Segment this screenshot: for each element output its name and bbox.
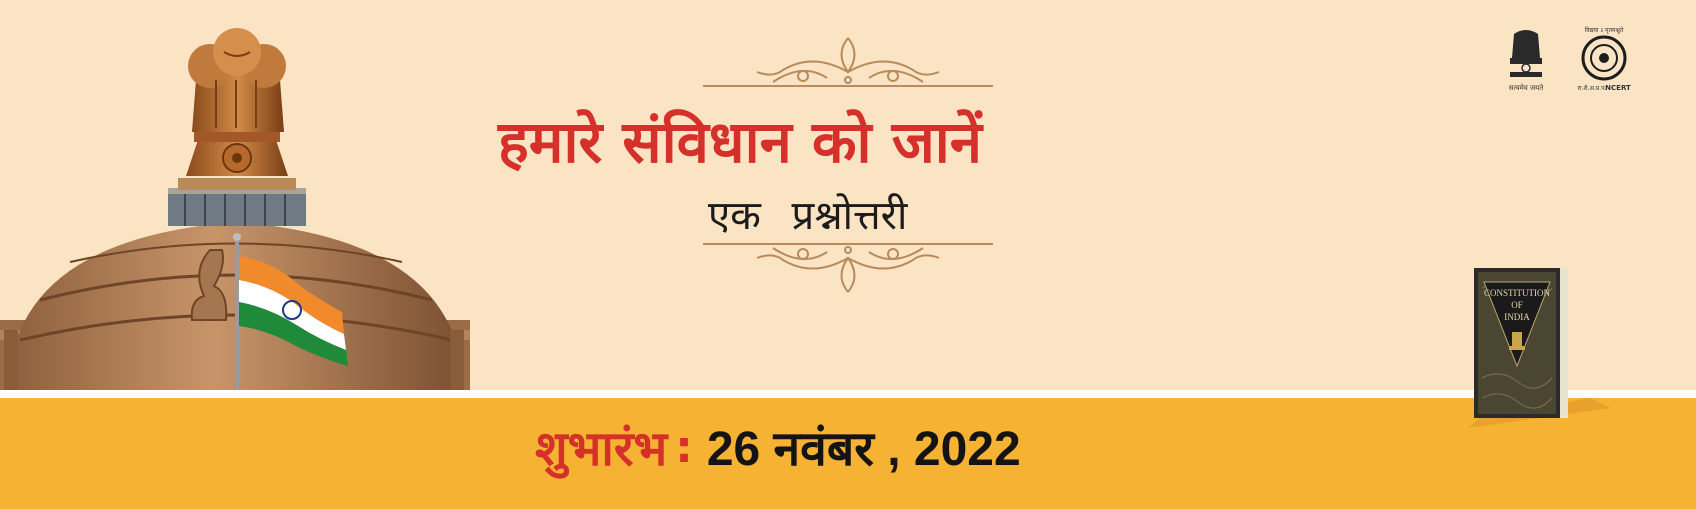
- launch-separator: :: [675, 421, 693, 473]
- launch-line: [535, 412, 1021, 482]
- book-line2: OF: [1511, 300, 1523, 310]
- ncert-tagline: विद्यया ऽ मृतमश्नुते: [1584, 27, 1624, 34]
- divider-line: [0, 390, 1696, 398]
- top-flourish: [703, 32, 993, 92]
- logos-group: [1500, 24, 1640, 104]
- dome-illustration: [0, 0, 470, 392]
- banner-title: हमारे संविधान को जानें: [498, 108, 982, 176]
- emblem-motto: सत्यमेव जयते: [1508, 84, 1544, 92]
- book-line1: CONSTITUTION: [1484, 288, 1550, 298]
- ncert-hindi: रा.शै.अ.प्र.प.: [1577, 85, 1607, 92]
- ncert-name: NCERT: [1605, 84, 1631, 92]
- book-line3: INDIA: [1504, 312, 1530, 322]
- bottom-flourish: [703, 238, 993, 298]
- ncert-logo-icon: [1583, 37, 1625, 79]
- launch-date: 26 नवंबर , 2022: [706, 422, 1021, 476]
- national-emblem-icon: [1510, 30, 1542, 77]
- launch-label: शुभारंभ: [535, 420, 668, 477]
- constitution-book: [1460, 258, 1610, 433]
- banner-subtitle: एक प्रश्नोत्तरी: [708, 193, 908, 239]
